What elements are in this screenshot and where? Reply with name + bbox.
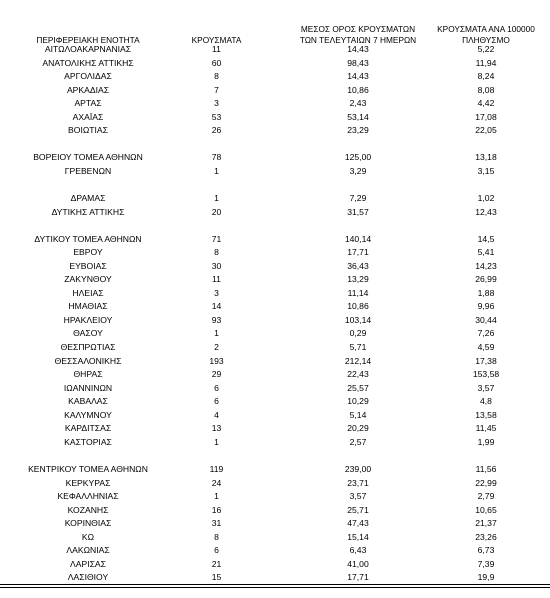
table-row-blank [0, 219, 550, 233]
region-cell: ΛΑΣΙΘΙΟΥ [67, 572, 109, 583]
cases-cell: 30 [211, 260, 222, 271]
avg-cell: 14,43 [347, 71, 369, 82]
table-row [0, 124, 550, 138]
avg-cell: 25,57 [347, 382, 369, 393]
bottom-rule [0, 584, 550, 585]
region-cell: ΙΩΑΝΝΙΝΩΝ [63, 382, 113, 393]
cases-cell: 1 [214, 328, 219, 339]
per100k-cell: 17,08 [475, 111, 497, 122]
table-row [0, 477, 550, 491]
region-cell: ΛΑΚΩΝΙΑΣ [66, 545, 110, 556]
cases-cell: 15 [211, 572, 222, 583]
per100k-cell: 14,5 [477, 233, 495, 244]
region-cell: ΓΡΕΒΕΝΩΝ [64, 165, 112, 176]
avg-cell: 5,71 [349, 342, 367, 353]
table-row [0, 97, 550, 111]
region-cell: ΘΕΣΠΡΩΤΙΑΣ [60, 342, 116, 353]
region-cell: ΔΥΤΙΚΗΣ ΑΤΤΙΚΗΣ [51, 206, 125, 217]
table-row [0, 422, 550, 436]
avg-cell: 239,00 [344, 463, 372, 474]
region-cell: ΒΟΡΕΙΟΥ ΤΟΜΕΑ ΑΘΗΝΩΝ [33, 152, 143, 163]
table-row [0, 436, 550, 450]
cases-cell: 31 [211, 518, 222, 529]
avg-cell: 0,29 [349, 328, 367, 339]
per100k-cell: 2,79 [477, 491, 495, 502]
per100k-cell: 8,08 [477, 84, 495, 95]
table-row [0, 382, 550, 396]
table-row [0, 355, 550, 369]
per100k-cell: 11,94 [475, 57, 497, 68]
per100k-cell: 21,37 [475, 518, 497, 529]
table-row-blank [0, 449, 550, 463]
per100k-cell: 4,8 [480, 396, 492, 407]
avg-cell: 22,43 [347, 369, 369, 380]
cases-cell: 16 [211, 504, 222, 515]
per100k-cell: 7,39 [477, 558, 495, 569]
region-cell: ΘΑΣΟΥ [73, 328, 103, 339]
table-row [0, 341, 550, 355]
region-cell: ΕΥΒΟΙΑΣ [69, 260, 107, 271]
cases-cell: 1 [214, 165, 219, 176]
cases-cell: 71 [211, 233, 222, 244]
per100k-cell: 1,99 [477, 436, 495, 447]
region-cell: ΘΗΡΑΣ [73, 369, 103, 380]
per100k-cell: 17,38 [475, 355, 497, 366]
per100k-cell: 14,23 [475, 260, 497, 271]
cases-cell: 3 [214, 287, 219, 298]
per100k-cell: 10,65 [475, 504, 497, 515]
cases-cell: 11 [212, 44, 221, 54]
region-cell: ΔΡΑΜΑΣ [70, 193, 106, 204]
region-cell: ΚΟΡΙΝΘΙΑΣ [64, 518, 112, 529]
cases-cell: 2 [214, 342, 219, 353]
avg-cell: 36,43 [347, 260, 369, 271]
region-cell: ΑΧΑΪΑΣ [72, 111, 104, 122]
per100k-cell: 11,56 [475, 463, 497, 474]
table-row [0, 70, 550, 84]
per100k-cell: 22,99 [475, 477, 497, 488]
cases-cell: 21 [211, 558, 222, 569]
per100k-cell: 153,58 [472, 369, 500, 380]
per100k-cell: 8,24 [477, 71, 495, 82]
avg-cell: 2,43 [349, 98, 367, 109]
table-row [0, 111, 550, 125]
cases-cell: 8 [214, 531, 219, 542]
table-row [0, 57, 550, 71]
header-region-label: ΠΕΡΙΦΕΡΕΙΑΚΗ ΕΝΟΤΗΤΑ [36, 35, 140, 45]
region-cell: ΗΛΕΙΑΣ [72, 287, 104, 298]
avg-cell: 212,14 [344, 355, 372, 366]
avg-cell: 17,71 [347, 247, 369, 258]
avg-cell: 10,86 [347, 301, 369, 312]
region-cell: ΗΡΑΚΛΕΙΟΥ [63, 314, 113, 325]
region-cell: ΚΕΦΑΛΛΗΝΙΑΣ [57, 491, 119, 502]
cases-cell: 53 [211, 111, 222, 122]
avg-cell: 15,14 [347, 531, 369, 542]
cases-cell: 1 [214, 436, 219, 447]
per100k-cell: 12,43 [475, 206, 497, 217]
region-cell: ΚΕΡΚΥΡΑΣ [65, 477, 111, 488]
table-row [0, 192, 550, 206]
avg-cell: 25,71 [347, 504, 369, 515]
per100k-cell: 9,96 [477, 301, 495, 312]
avg-cell: 3,29 [349, 165, 367, 176]
header-cases-label: ΚΡΟΥΣΜΑΤΑ [191, 35, 242, 45]
avg-cell: 17,71 [347, 572, 369, 583]
table-row [0, 558, 550, 572]
per100k-cell: 1,88 [477, 287, 495, 298]
table-row [0, 151, 550, 165]
table-row [0, 463, 550, 477]
per100k-cell: 4,59 [477, 342, 495, 353]
avg-cell: 11,14 [347, 287, 369, 298]
avg-cell: 20,29 [347, 423, 369, 434]
header-per100k-line2: ΠΛΗΘΥΣΜΟ [462, 35, 510, 45]
cases-cell: 93 [211, 314, 222, 325]
region-cell: ΘΕΣΣΑΛΟΝΙΚΗΣ [54, 355, 122, 366]
table-row [0, 517, 550, 531]
table-row [0, 395, 550, 409]
table-row [0, 504, 550, 518]
per100k-cell: 13,18 [475, 152, 497, 163]
table-row [0, 206, 550, 220]
table-row-blank [0, 138, 550, 152]
cases-cell: 119 [209, 463, 224, 474]
per100k-cell: 6,73 [477, 545, 495, 556]
table-row [0, 531, 550, 545]
header-per100k-line1: ΚΡΟΥΣΜΑΤΑ ΑΝΑ 100000 [437, 24, 535, 34]
region-cell: ΕΒΡΟΥ [73, 247, 103, 258]
table-row [0, 571, 550, 585]
region-cell: ΒΟΙΩΤΙΑΣ [68, 125, 108, 136]
per100k-cell: 11,45 [475, 423, 497, 434]
table-row [0, 300, 550, 314]
table-row [0, 544, 550, 558]
per100k-cell: 19,9 [477, 572, 495, 583]
avg-cell: 10,29 [347, 396, 369, 407]
region-cell: ΛΑΡΙΣΑΣ [70, 558, 106, 569]
table-row [0, 43, 550, 57]
avg-cell: 10,86 [347, 84, 369, 95]
cases-cell: 8 [214, 71, 219, 82]
table-row [0, 233, 550, 247]
cases-cell: 7 [214, 84, 219, 95]
cases-cell: 193 [209, 355, 224, 366]
region-cell: ΚΑΒΑΛΑΣ [68, 396, 108, 407]
avg-cell: 41,00 [347, 558, 369, 569]
avg-cell: 31,57 [347, 206, 369, 217]
region-cell: ΖΑΚΥΝΘΟΥ [64, 274, 112, 285]
region-cell: ΑΡΤΑΣ [74, 98, 102, 109]
avg-cell: 14,43 [347, 44, 369, 54]
cases-cell: 11 [212, 274, 221, 285]
table-row [0, 260, 550, 274]
table-row [0, 490, 550, 504]
table-row [0, 84, 550, 98]
region-cell: ΑΡΓΟΛΙΔΑΣ [64, 71, 112, 82]
avg-cell: 7,29 [349, 193, 367, 204]
table-row [0, 368, 550, 382]
per100k-cell: 3,15 [477, 165, 495, 176]
region-cell: ΚΑΛΥΜΝΟΥ [64, 409, 112, 420]
per100k-cell: 4,42 [477, 98, 495, 109]
cases-cell: 6 [214, 382, 219, 393]
avg-cell: 13,29 [347, 274, 369, 285]
region-cell: ΑΝΑΤΟΛΙΚΗΣ ΑΤΤΙΚΗΣ [42, 57, 134, 68]
per100k-cell: 5,41 [477, 247, 495, 258]
avg-cell: 23,71 [347, 477, 369, 488]
avg-cell: 98,43 [347, 57, 369, 68]
cases-cell: 78 [211, 152, 222, 163]
cases-cell: 26 [211, 125, 222, 136]
per100k-cell: 5,22 [477, 44, 495, 54]
per100k-cell: 1,02 [477, 193, 495, 204]
cases-cell: 13 [211, 423, 222, 434]
avg-cell: 47,43 [347, 518, 369, 529]
per100k-cell: 30,44 [475, 314, 497, 325]
table-row [0, 327, 550, 341]
avg-cell: 23,29 [347, 125, 369, 136]
cases-cell: 6 [214, 545, 219, 556]
avg-cell: 6,43 [349, 545, 367, 556]
avg-cell: 140,14 [344, 233, 372, 244]
cases-cell: 20 [211, 206, 222, 217]
cases-table [0, 43, 550, 585]
region-cell: ΑΡΚΑΔΙΑΣ [66, 84, 110, 95]
avg-cell: 103,14 [344, 314, 372, 325]
region-cell: ΔΥΤΙΚΟΥ ΤΟΜΕΑ ΑΘΗΝΩΝ [34, 233, 142, 244]
region-cell: ΗΜΑΘΙΑΣ [68, 301, 108, 312]
per100k-cell: 22,05 [475, 125, 497, 136]
cases-cell: 4 [214, 409, 219, 420]
cases-cell: 14 [211, 301, 222, 312]
header-avg-line2: ΤΩΝ ΤΕΛΕΥΤΑΙΩΝ 7 ΗΜΕΡΩΝ [299, 35, 417, 45]
per100k-cell: 3,57 [477, 382, 495, 393]
avg-cell: 53,14 [347, 111, 369, 122]
per100k-cell: 13,58 [475, 409, 497, 420]
region-cell: ΚΩ [81, 531, 95, 542]
cases-cell: 29 [211, 369, 222, 380]
region-cell: ΚΑΣΤΟΡΙΑΣ [64, 436, 112, 447]
header-avg-line1: ΜΕΣΟΣ ΟΡΟΣ ΚΡΟΥΣΜΑΤΩΝ [300, 24, 416, 34]
table-row [0, 287, 550, 301]
table-row [0, 246, 550, 260]
table-row [0, 273, 550, 287]
region-cell: ΚΑΡΔΙΤΣΑΣ [64, 423, 112, 434]
per100k-cell: 26,99 [475, 274, 497, 285]
avg-cell: 5,14 [349, 409, 367, 420]
avg-cell: 3,57 [349, 491, 367, 502]
cases-cell: 1 [214, 193, 219, 204]
cases-cell: 3 [214, 98, 219, 109]
avg-cell: 2,57 [349, 436, 367, 447]
region-cell: ΑΙΤΩΛΟΑΚΑΡΝΑΝΙΑΣ [44, 44, 132, 54]
region-cell: ΚΟΖΑΝΗΣ [67, 504, 109, 515]
per100k-cell: 23,26 [475, 531, 497, 542]
cases-cell: 1 [214, 491, 219, 502]
avg-cell: 125,00 [344, 152, 372, 163]
cases-cell: 24 [211, 477, 222, 488]
table-row-blank [0, 178, 550, 192]
cases-cell: 60 [211, 57, 222, 68]
cases-cell: 8 [214, 247, 219, 258]
region-cell: ΚΕΝΤΡΙΚΟΥ ΤΟΜΕΑ ΑΘΗΝΩΝ [28, 463, 148, 474]
bottom-rule-2 [0, 587, 550, 588]
table-row [0, 409, 550, 423]
table-row [0, 165, 550, 179]
per100k-cell: 7,26 [477, 328, 495, 339]
table-row [0, 314, 550, 328]
cases-cell: 6 [214, 396, 219, 407]
